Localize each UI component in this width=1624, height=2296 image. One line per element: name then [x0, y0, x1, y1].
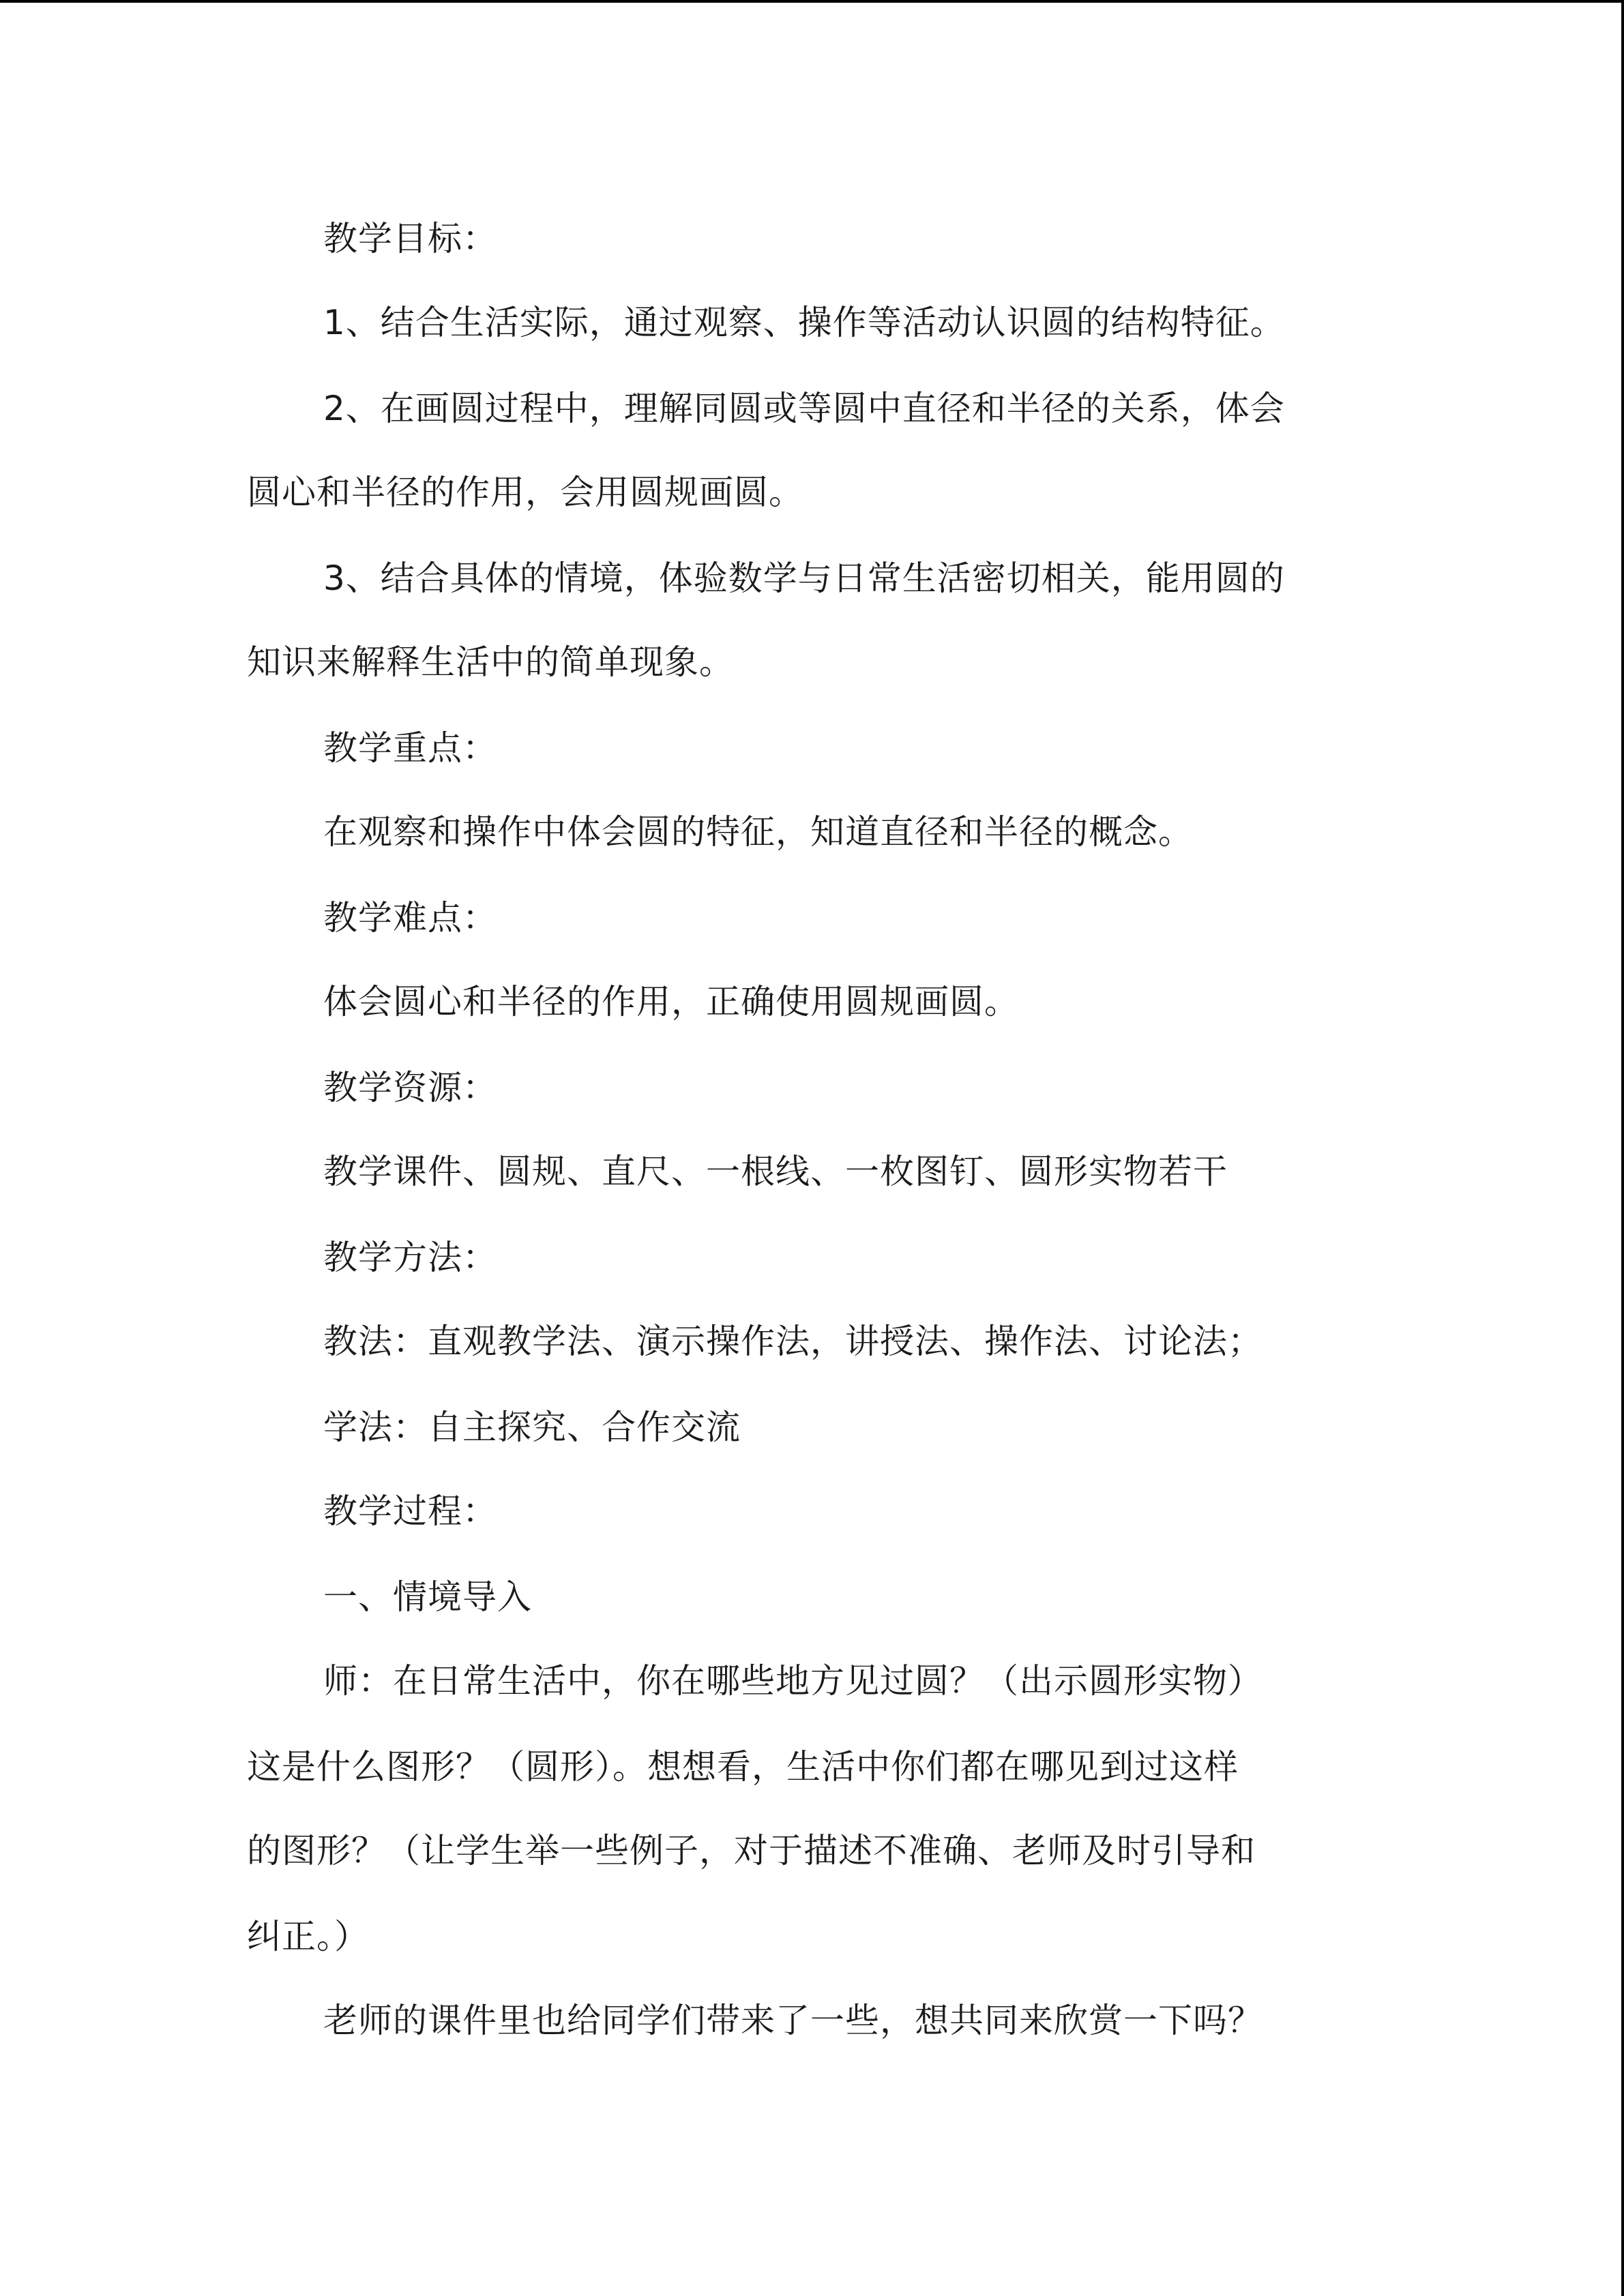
section-1-paragraph-line-4: 纠正。）	[247, 1917, 369, 1956]
heading-difficulties: 教学难点：	[323, 898, 497, 938]
section-1-paragraph-line-1: 师：在日常生活中，你在哪些地方见过圆？（出示圆形实物）	[323, 1661, 1263, 1701]
goal-2-line-2: 圆心和半径的作用，会用圆规画圆。	[247, 473, 803, 512]
goal-2-line-1: 2、在画圆过程中，理解同圆或等圆中直径和半径的关系，体会	[323, 389, 1285, 428]
goal-3-line-1: 3、结合具体的情境，体验数学与日常生活密切相关，能用圆的	[323, 558, 1285, 598]
section-1-paragraph-2: 老师的课件里也给同学们带来了一些，想共同来欣赏一下吗？	[323, 2001, 1263, 2040]
heading-teaching-goals: 教学目标：	[323, 219, 497, 258]
section-1-paragraph-line-3: 的图形？（让学生举一些例子，对于描述不准确、老师及时引导和	[247, 1831, 1256, 1870]
heading-resources: 教学资源：	[323, 1068, 497, 1107]
learning-methods-text: 学法：自主探究、合作交流	[323, 1407, 741, 1447]
heading-process: 教学过程：	[323, 1491, 497, 1531]
key-points-text: 在观察和操作中体会圆的特征，知道直径和半径的概念。	[323, 812, 1193, 852]
teaching-methods-text: 教法：直观教学法、演示操作法，讲授法、操作法、讨论法；	[323, 1322, 1263, 1361]
section-1-paragraph-line-2: 这是什么图形？（圆形）。想想看，生活中你们都在哪见到过这样	[247, 1747, 1239, 1787]
goal-1: 1、结合生活实际，通过观察、操作等活动认识圆的结构特征。	[323, 303, 1285, 342]
goal-3-line-2: 知识来解释生活中的简单现象。	[247, 642, 734, 682]
heading-key-points: 教学重点：	[323, 728, 497, 768]
section-1-title: 一、情境导入	[323, 1577, 532, 1617]
resources-text: 教学课件、圆规、直尺、一根线、一枚图钉、圆形实物若干	[323, 1152, 1228, 1191]
difficulties-text: 体会圆心和半径的作用，正确使用圆规画圆。	[323, 982, 1019, 1022]
heading-methods: 教学方法：	[323, 1238, 497, 1277]
